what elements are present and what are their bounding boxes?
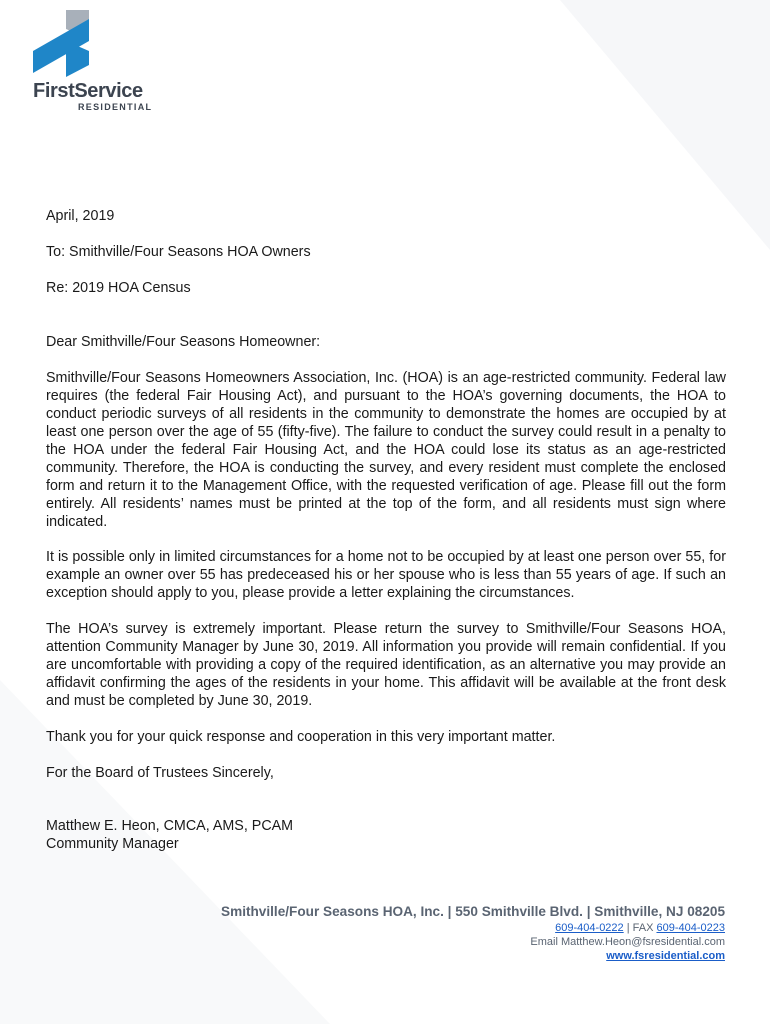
logo-wordmark: FirstService bbox=[33, 80, 143, 102]
footer-contact-line bbox=[555, 921, 725, 935]
letter-salutation: Dear Smithville/Four Seasons Homeowner: bbox=[46, 334, 321, 350]
letter-paragraph: The HOA’s survey is extremely important. Please return the survey to Smithville/Four Seasons HOA, attention Community Manager by June 30, 2019. All information you provide will remain confidential. If you are uncomfortable with providing a copy of the required identification, as an alternative you may provide an affidavit confirming the ages of the residents in your home. This affidavit will be available at the front desk and must be completed by June 30, 2019. bbox=[46, 621, 726, 709]
signature-title: Community Manager bbox=[46, 836, 179, 852]
footer-website-line bbox=[606, 949, 725, 963]
email-address: Matthew.Heon@fsresidential.com bbox=[560, 936, 725, 948]
fax-link[interactable]: 609-404-0223 bbox=[656, 922, 725, 934]
footer-address: Smithville/Four Seasons HOA, Inc. | 550 Smithville Blvd. | Smithville, NJ 08205 bbox=[221, 904, 725, 919]
letter-recipient: To: Smithville/Four Seasons HOA Owners bbox=[46, 244, 311, 260]
letter-closing: For the Board of Trustees Sincerely, bbox=[46, 765, 274, 781]
letter-paragraph: Thank you for your quick response and cooperation in this very important matter. bbox=[46, 729, 556, 745]
letter-paragraph: It is possible only in limited circumstances for a home not to be occupied by at least one person over 55, for example an owner over 55 has predeceased his or her spouse who is less than 55 years of age. If such an exception should apply to you, please provide a letter explaining the circumstances. bbox=[46, 549, 726, 601]
letter-paragraph: Smithville/Four Seasons Homeowners Association, Inc. (HOA) is an age-restricted community. Federal law requires (the federal Fair Housing Act), and pursuant to the HOA’s governing documents, the HOA to conduct periodic surveys of all residents in the community to demonstrate the homes are occupied by at least one person over the age of 55 (fifty-five). The failure to conduct the survey could result in a penalty to the HOA under the federal Fair Housing Act, and the HOA could lose its status as an age-restricted community. Therefore, the HOA is conducting the survey, and every resident must complete the enclosed form and return it to the Management Office, with the requested verification of age. Please fill out the form entirely. All residents’ names must be printed at the top of the form, and all residents must sign where indicated. bbox=[46, 370, 726, 530]
letter-date: April, 2019 bbox=[46, 208, 115, 224]
logo-subtitle: RESIDENTIAL bbox=[78, 102, 153, 112]
phone-link[interactable]: 609-404-0222 bbox=[555, 922, 624, 934]
footer-email-line bbox=[530, 935, 725, 949]
website-link[interactable]: www.fsresidential.com bbox=[606, 950, 725, 962]
fax-label: | FAX bbox=[623, 922, 657, 934]
letter-subject: Re: 2019 HOA Census bbox=[46, 280, 191, 296]
email-label: Email bbox=[530, 936, 561, 948]
signature-name: Matthew E. Heon, CMCA, AMS, PCAM bbox=[46, 818, 294, 834]
